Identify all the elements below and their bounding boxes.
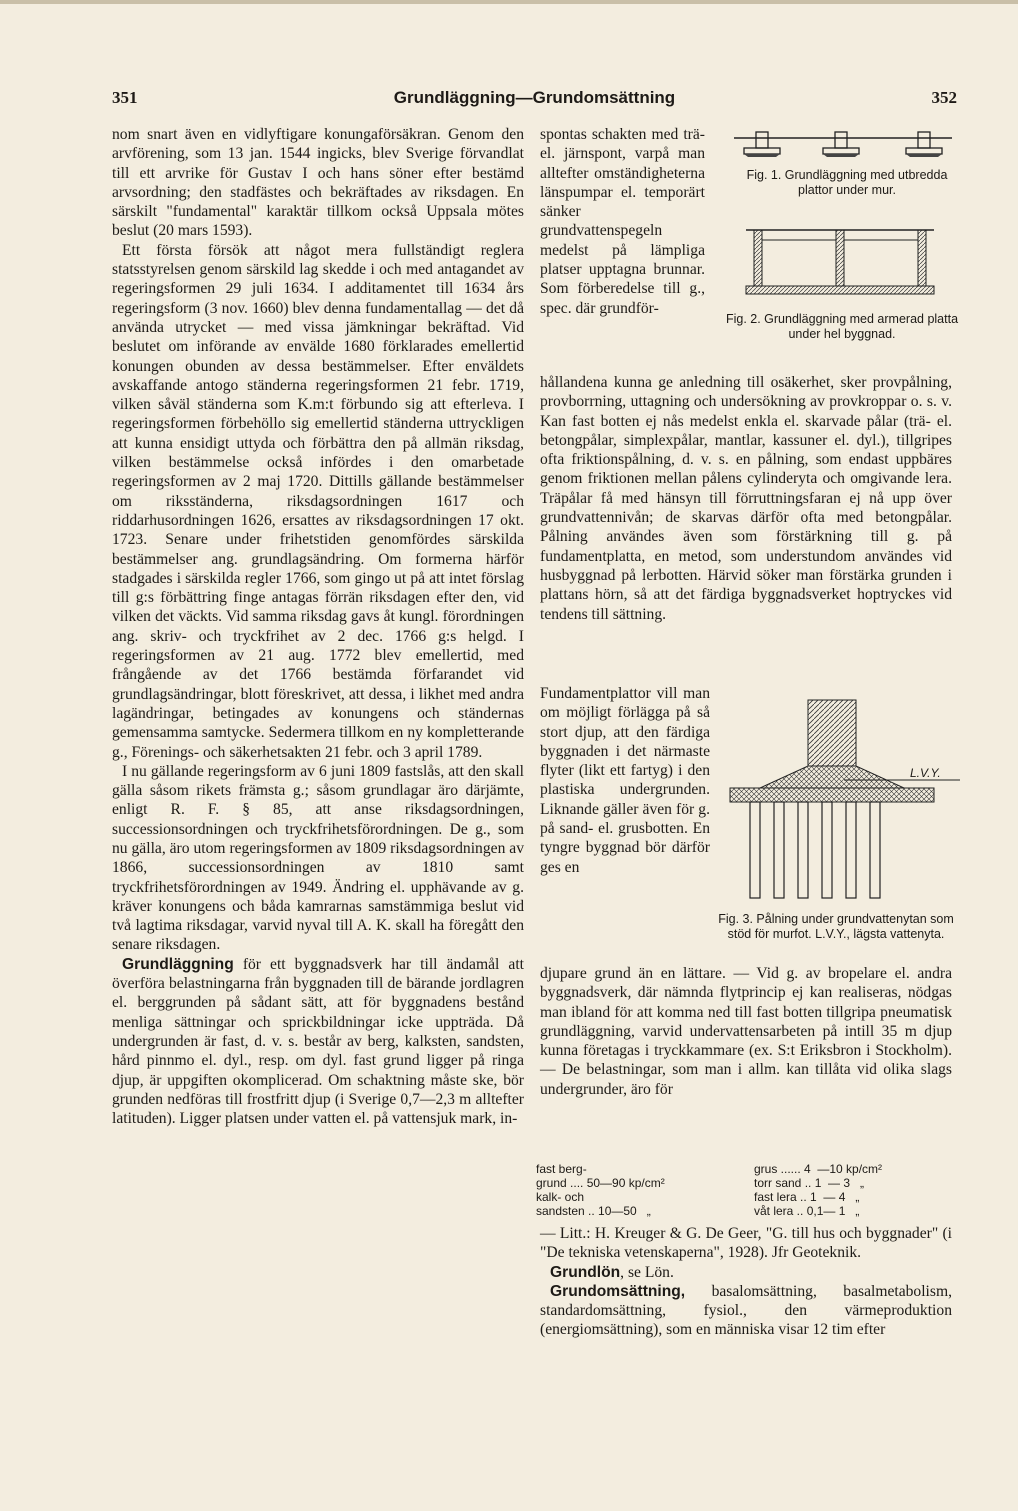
figure-3-caption: Fig. 3. Pålning under grundvattenytan som stöd för murfot. L.V.Y., lägsta vattenyta. [718,912,954,941]
soil-row: fast berg- [536,1162,587,1176]
soil-table-left [536,1162,746,1218]
soil-row: grus ...... 4 —10 kp/cm² [754,1162,883,1176]
headword-grundlaggning: Grundläggning [122,955,234,973]
soil-row: torr sand .. 1 — 3 „ [754,1176,865,1190]
figure-1-caption: Fig. 1. Grundläggning med utbredda plattor under mur. [746,168,948,197]
running-title: Grundläggning—Grundomsättning [393,88,676,107]
page-header [112,88,957,114]
soil-row: fast lera .. 1 — 4 „ [754,1190,860,1204]
soil-table-right [754,1162,954,1218]
figure-3-label: L.V.Y. [910,766,941,780]
headword-grundomsattning: Grundomsättning, [550,1282,686,1300]
right-narrow-text-2: Fundamentplattor vill man om möjligt förlägga på så stort djup, att den färdiga byggnaden i det närmaste flyter (likt ett fartyg) i den plastiska undergrunden. Liknande gäller även för g. på sand- el. grusbotten. En tyngre byggnad bör därför ges en [540,685,710,876]
paragraph-regeringsformen: Ett första försök att något mera fullständigt reglera statsstyrelsen genom särskild lag skedde i och med antagandet av regeringsformen 29 juli 1634. I additamentet till 1634 års regeringsform (3 nov. 1660) blev denna fundamentallag — det då använda utrycket — med vissa jämkningar bekräftad. Vid beslutet om införande av envälde 1680 förklarades emellertid konungen obunden av dessa bestämmelser. Efter enväldets avskaffande antogo ständerna regeringsformen 21 febr. 1719, vilken såväl ständerna som K.m:t förbundo sig att efterleva. I regeringsformen förbehöllo sig emellertid ständerna uttryckligen att kunna ensidigt uttyda och förbättra den på allmän riksdag, vilken bestämmelse också infördes i den omarbetade regeringsformen av 2 maj 1720. Dittills gällande bestämmelser om riksständerna, riksdagsordningen 1617 och riddarhusordningen 1626, ersattes av riksdagsordningen 17 okt. 1723. Senare under frihetstiden genomfördes särskilda bestämmelser ang. grundlagsändring. Om formerna härför stadgades i särskilda regler 1766, som gingo ut på att intet förslag till g:s förbättring finge antagas förrän riksdagen efter den, vid vilken det väckts. Vid samma riksdag gavs åt kungl. förordningen ang. skriv- och tryckfrihet av 2 dec. 1766 g:s helgd. I regeringsformen av 21 aug. 1772 blev emellertid, med frångående av det 1766 bestämda förfarandet vid grundlagsändringar, blott föreskrivet, att dessa, i likhet med andra lagändringar, betingades av konungens och ständernas gemensamma samtycke. Sedermera tillkom en ny kompletterande g., Förenings- och säkerhetsakten 21 febr. och 3 april 1789. [112,241,524,761]
paragraph-grundlaggning [112,955,524,1129]
pneumatisk-paragraph: djupare grund än en lättare. — Vid g. av bropelare el. andra byggnadsverk, där nämnda flytprincip ej kan realiseras, nödgas man ibland för att komma ned till fast botten tillgripa pneumatisk grundläggning, varvid undervattensarbeten på intill 35 m djup kunna företagas i tryckkammare (ex. S:t Eriksbron i Stockholm). — De belastningar, som man i allm. kan tillåta vid olika slags undergrunder, äro för [540,965,952,1098]
right-narrow-text-1: spontas schakten med trä- el. järnspont, varpå man alltefter omständigheterna länspumpar el. temporärt sänker grundvattenspegeln medelst på lämpliga platser upptagna brunnar. Som förberedelse till g., spec. där grundför- [540,126,705,317]
pålning-paragraph: hållandena kunna ge anledning till osäkerhet, sker provpålning, provborrning, uttagning och undersökning av provkroppar o. s. v. Kan fast botten ej nås medelst enkla el. skarvade pålar (trä- el. betongpålar, simplexpålar, mantlar, kassuner el. dyl.), tillgripes ofta friktionspålning, d. v. s. en pålning, som endast uppbäres genom friktionen mellan pålens cylinderyta och omgivande lera. Träpålar få med hänsyn till förruttningsfaran ej nå upp över grundvattennivån; de skarvas därför ofta med betongpålar. Pålning användes även som förstärkning till g. på fundamentplatta, en metod, som understundom användes vid husbyggnad på lerbotten. Härvid söker man förstärka grunden i plattans hörn, så att det färdiga byggnadsverket hoptryckes vid tendens till sättning. [540,374,952,623]
entry-grundomsattning [540,1282,952,1340]
figure-2-drawing [740,220,940,300]
entry-grundlon [540,1263,952,1282]
figure-1-drawing [730,128,956,164]
right-text-block-2 [540,964,952,1099]
soil-row: kalk- och [536,1190,585,1204]
page-number-left: 351 [112,88,138,107]
paragraph-gallande: I nu gällande regeringsform av 6 juni 1809 fastslås, att den skall gälla såsom rikets främsta g.; såsom grundlagar äro därjämte, enligt R. F. § 85, att anse riksdagsordningen, successionsordningen och tryckfrihetsförordningen. De g., som nu gälla, äro utom regeringsformen av 1809 riksdagsordningen av 1866, successionsordningen av 1810 samt tryckfrihetsförordningen av 1949. Ändring el. upphävande av g. kräver konungens och båda kamrarnas samstämmiga beslut vid två lagtima riksdagar, varvid nyval till A. K. skall ha föregått den senare riksdagen. [112,762,524,954]
soil-row: våt lera .. 0,1— 1 „ [754,1204,860,1218]
headword-grundlon: Grundlön [550,1263,621,1281]
paragraph-konungaforsakran: nom snart även en vidlyftigare konungaförsäkran. Genom den arvförening, som 13 jan. 1544 ingicks, blev Sverige förvandlat till ett arvrike för Gustav I och hans söner efter bestämd arvsordning; den stadfästes och bekräftades av riksdagen. En särskilt "fundamental" karaktär tillkom också Uppsala mötes beslut (20 mars 1593). [112,126,524,240]
soil-row: sandsten .. 10—50 „ [536,1204,651,1218]
page-number-right: 352 [931,88,957,107]
right-text-block-3 [540,1224,952,1340]
litteratur-paragraph: — Litt.: H. Kreuger & G. De Geer, "G. till hus och byggnader" (i "De tekniska vetenskaperna", 1928). Jfr Geoteknik. [540,1225,952,1262]
grundlaggning-text: för ett byggnadsverk har till ändamål att överföra belastningarna från byggnaden till de bärande jordlagren el. berggrunden på sådant sätt, att för byggnadens bestånd menliga sättningar och sprickbildningar icke uppträda. Då undergrunden är fast, d. v. s. består av berg, kalksten, sandsten, hård pinnmo el. dyl., resp. om dyl. fast grund ligger på ringa djup, är uppgiften okomplicerad. Om schaktning måste ske, bör grunden nedföras till frostfritt djup (i Sverige 0,7—2,3 m alltefter latituden). Ligger platsen under vatten el. på vattensjuk mark, in- [112,955,524,1128]
right-text-block-1 [540,373,952,624]
soil-row: grund .... 50—90 kp/cm² [536,1176,665,1190]
figure-3-drawing [724,694,964,906]
grundomsattning-text: basalomsättning, basalmetabolism, standardomsättning, fysiol., den värmeproduktion (energiomsättning), som en människa visar 12 tim efter [540,1282,952,1339]
page-top-edge [0,0,1018,4]
grundlon-text: , se Lön. [620,1263,674,1281]
figure-2-caption: Fig. 2. Grundläggning med armerad platta under hel byggnad. [725,312,959,341]
left-column [112,125,524,1128]
